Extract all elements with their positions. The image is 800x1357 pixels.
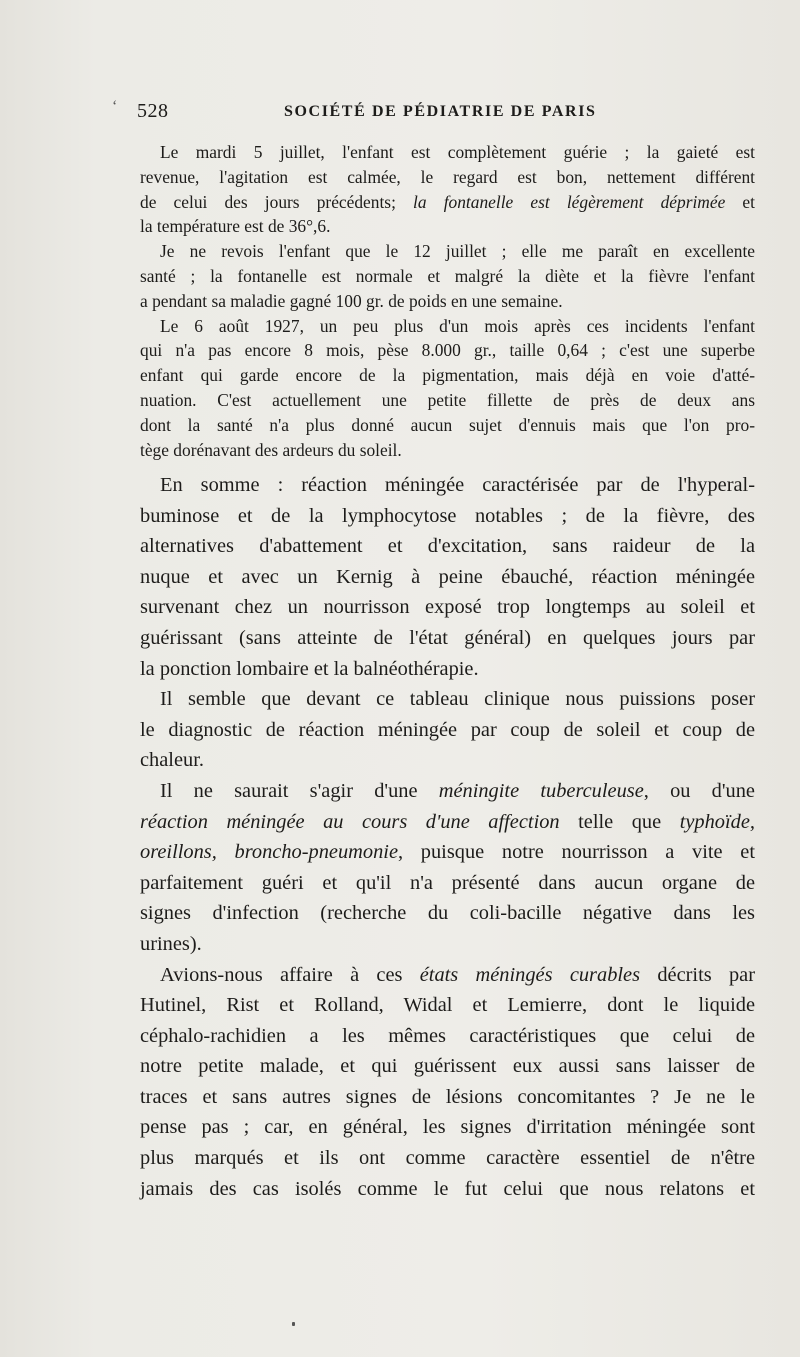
text-fragment: Il ne saurait s'agir d'une [160,779,439,802]
text-line: plus marqués et ils ont comme caractère essentiel de n'être [140,1147,755,1170]
italic-fragment: typhoïde, [679,810,755,833]
text-line: notre petite malade, et qui guérissent eux aussi sans laisser de [140,1055,755,1078]
text-fragment: telle que [559,810,680,833]
margin-mark: ‘ [112,98,118,115]
text-line: signes d'infection (recherche du coli-bacille négative dans les [140,902,755,925]
text-line: chaleur. [140,749,204,772]
text-line: Hutinel, Rist et Rolland, Widal et Lemierre, dont le liquide [140,994,755,1017]
text-fragment: , puisque notre nourrisson a vite et [398,841,755,864]
text-line: buminose et de la lymphocytose notables ; de la fièvre, des [140,504,755,527]
text-line: parfaitement guéri et qu'il n'a présenté dans aucun organe de [140,871,755,894]
text-line: la température est de 36°,6. [140,216,331,237]
text-line: En somme : réaction méningée caractérisée par de l'hyperal- [160,474,755,496]
italic-fragment: méningite tuberculeuse [438,779,644,802]
text-line: Le 6 août 1927, un peu plus d'un mois après ces incidents l'enfant [160,315,755,336]
text-line: traces et sans autres signes de lésions concomitantes ? Je ne le [140,1085,755,1108]
text-fragment: décrits par [640,963,755,986]
discussion-text [140,470,755,1204]
text-line: Je ne revois l'enfant que le 12 juillet ; elle me paraît en excellente [160,241,755,262]
text-line: enfant qui garde encore de la pigmentation, mais déjà en voie d'atté- [140,365,755,386]
text-line: nuation. C'est actuellement une petite fillette de près de deux ans [140,389,755,410]
text-line: Il semble que devant ce tableau clinique nous puissions poser [160,688,755,711]
italic-fragment: états méningés curables [419,963,641,986]
case-report-text [140,140,755,462]
text-line: le diagnostic de réaction méningée par coup de soleil et coup de [140,718,755,741]
text-line: guérissant (sans atteinte de l'état général) en quelques jours par [140,626,755,649]
text-fragment: , ou d'une [643,779,755,802]
text-line: urines). [140,932,202,955]
text-line: nuque et avec un Kernig à peine ébauché, réaction méningée [140,565,755,588]
text-line-italic-segment [140,807,755,838]
text-line: alternatives d'abattement et d'excitation, sans raideur de la [140,535,755,558]
text-line-italic-segment [140,776,755,807]
page-number: 528 [137,100,169,122]
text-line: Le mardi 5 juillet, l'enfant est complètement guérie ; la gaieté est [160,142,755,162]
text-line: la ponction lombaire et la balnéothérapie. [140,657,479,680]
text-line: céphalo-rachidien a les mêmes caractéristiques que celui de [140,1024,755,1047]
text-line: jamais des cas isolés comme le fut celui que nous relatons et [140,1177,755,1200]
text-line-italic-segment [140,837,755,868]
text-line: pense pas ; car, en général, les signes d'irritation méningée sont [140,1116,755,1139]
text-line: revenue, l'agitation est calmée, le regard est bon, nettement différent [140,166,755,187]
text-line: qui n'a pas encore 8 mois, pèse 8.000 gr., taille 0,64 ; c'est une superbe [140,340,755,361]
text-line: tège dorénavant des ardeurs du soleil. [140,439,402,460]
page-header [137,100,752,130]
text-fragment: de celui des jours précédents; [140,191,414,212]
text-line: santé ; la fontanelle est normale et malgré la diète et la fièvre l'enfant [140,265,755,286]
running-head: SOCIÉTÉ DE PÉDIATRIE DE PARIS [284,103,597,120]
italic-fragment: la fontanelle est légèrement déprimée [413,191,726,212]
text-fragment: et [725,191,755,212]
text-fragment: Avions-nous affaire à ces [160,963,420,986]
text-line: survenant chez un nourrisson exposé trop longtemps au soleil et [140,596,755,619]
italic-fragment: oreillons, broncho-pneumonie [140,841,398,864]
text-line: dont la santé n'a plus donné aucun sujet d'ennuis mais que l'on pro- [140,414,755,435]
page-speck [292,1322,295,1326]
text-line: a pendant sa maladie gagné 100 gr. de poids en une semaine. [140,290,563,311]
text-line-italic-segment [140,960,755,991]
italic-fragment: réaction méningée au cours d'une affection [140,810,560,833]
text-line-italic-segment [140,190,755,215]
